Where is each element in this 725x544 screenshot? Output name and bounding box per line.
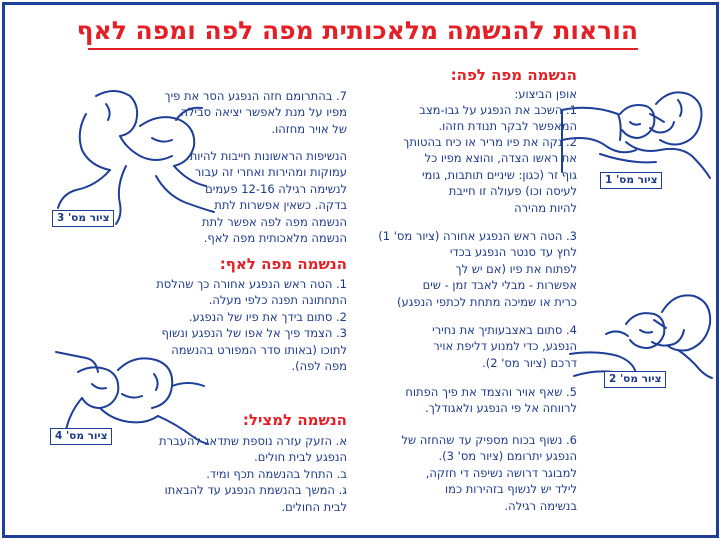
step-2: 2. נקה את פיו מריר או כיח בהטותך את ראשו הצדה, והוצא מפיו כל גוף זר (כגון: שיניים תותבות, גומי לעיסה וכו) פעולה זו חייבת להיות מהירה (403, 135, 577, 215)
mouth-to-mouth-heading: הנשמה מפה לפה: (450, 66, 577, 84)
mouth-to-nose-steps: 1. הטה ראש הנפגע אחורה כך שהלסת התחתונה תפנה כלפי מעלה. 2. סתום בידך את פיו של הנפגע. 3. הצמד פיך אל אפו של הנפגע ונשוף לתוכו (באותו סדר המפורט בהנשמה מפה לפה). (156, 277, 347, 374)
figure-1-caption: ציור מס' 1 (600, 172, 662, 189)
step-3: 3. הטה ראש הנפגע אחורה (ציור מס' 1) לחץ עד סנטר הנפגע בכדי לפתוח את פיו (אם יש לך אפשרות - מבלי לאבד זמן - שים כרית או שמיכה מתחת לכתפי הנפגע) (378, 229, 577, 309)
page-title: הוראות להנשמה מלאכותית מפה לפה ומפה לאף (76, 16, 638, 45)
rescuer-tilting-head-illustration (560, 84, 712, 180)
title-underline (88, 48, 638, 50)
figure-4-caption: ציור מס' 4 (50, 428, 112, 445)
step-6: 6. נשוף בכוח מספיק עד שהחזה של הנפגע יתרומם (ציור מס' 3). למבוגר דרושה נשיפה די חזקה, לילד יש לנשוף בזהירות כמו בנשימה רגילה. (401, 433, 577, 513)
figure-2-caption: ציור מס' 2 (604, 371, 666, 388)
method-label: אופן הביצוע: (514, 87, 577, 101)
step-1: 1. השכב את הנפגע על גבו-מצב המאפשר לבקר תנודת חזהו. (419, 103, 577, 134)
rescuer-pinching-nose-illustration (566, 284, 716, 380)
breathing-note: הנשיפות הראשונות חייבות להיות עמוקות ומהירות ואחרי זה עבור לנשימה רגילה 12-16 פעמים בדקה. כשאין אפשרות לתת הנשמה מפה לפה אפשר לתת הנשמה מלאכותית מפה לאף. (189, 149, 347, 246)
step-7: 7. בהתרומם חזה הנפגע הסר את פיך מפיו על מנת לאפשר יציאה סבילה של אויר מחזהו. (164, 89, 347, 136)
rescuer-heading: הנשמה למציל: (242, 411, 347, 429)
rescuer-steps: א. הזעק עזרה נוספת שתדאג להעברת הנפגע לבית חולים. ב. התחל בהנשמה תכף ומיד. ג. המשך בהנשמת הנפגע עד להבאתו לבית החולים. (159, 434, 347, 514)
step-5: 5. שאף אויר והצמד את פיך הפתוח לרווחה אל פי הנפגע ולאגודלך. (405, 385, 577, 416)
figure-3-caption: ציור מס' 3 (52, 210, 114, 227)
poster-frame (2, 2, 719, 538)
mouth-to-mouth-illustration (56, 86, 216, 226)
mouth-to-nose-heading: הנשמה מפה לאף: (219, 255, 347, 273)
step-4: 4. סתום באצבעותיך את נחירי הנפגע, כדי למנוע דליפת אויר דרכם (ציור מס' 2). (432, 323, 577, 370)
